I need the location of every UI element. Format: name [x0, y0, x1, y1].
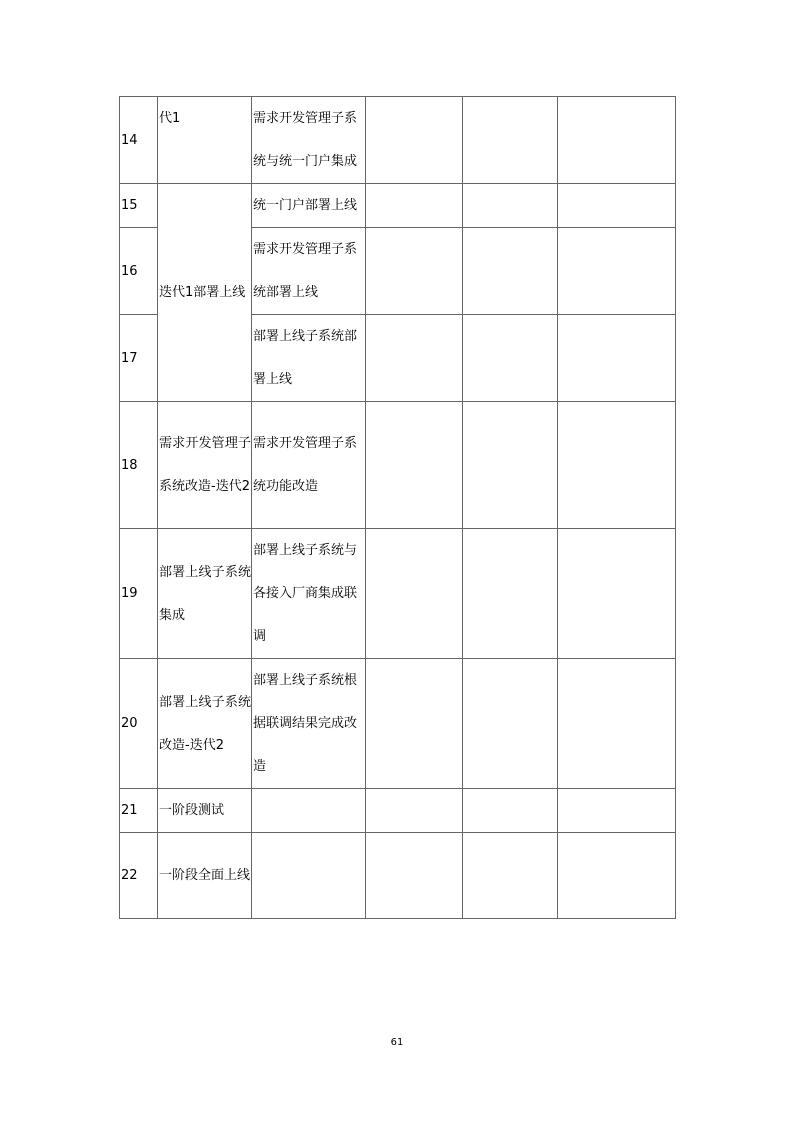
task-cell: 需求开发管理子系统与统一门户集成	[252, 97, 366, 184]
table-row	[120, 833, 676, 919]
empty-cell	[558, 833, 676, 919]
empty-cell	[463, 789, 558, 833]
empty-cell	[366, 228, 463, 315]
empty-cell	[463, 228, 558, 315]
row-number: 22	[120, 833, 158, 919]
empty-cell	[366, 529, 463, 659]
empty-cell	[463, 315, 558, 402]
table-row	[120, 402, 676, 529]
empty-cell	[463, 97, 558, 184]
empty-cell	[366, 315, 463, 402]
row-number: 18	[120, 402, 158, 529]
table-row	[120, 789, 676, 833]
phase-cell: 代1	[158, 97, 252, 184]
empty-cell	[463, 833, 558, 919]
empty-cell	[558, 789, 676, 833]
phase-cell: 一阶段全面上线	[158, 833, 252, 919]
row-number: 20	[120, 659, 158, 789]
empty-cell	[463, 402, 558, 529]
row-number: 21	[120, 789, 158, 833]
row-number: 14	[120, 97, 158, 184]
row-number: 16	[120, 228, 158, 315]
task-cell: 部署上线子系统部署上线	[252, 315, 366, 402]
task-cell	[252, 833, 366, 919]
empty-cell	[366, 789, 463, 833]
task-cell: 统一门户部署上线	[252, 184, 366, 228]
row-number: 19	[120, 529, 158, 659]
empty-cell	[558, 97, 676, 184]
table-row	[120, 97, 676, 184]
phase-cell: 迭代1部署上线	[158, 184, 252, 402]
table-row	[120, 184, 676, 228]
phase-cell: 部署上线子系统改造-迭代2	[158, 659, 252, 789]
phase-cell: 一阶段测试	[158, 789, 252, 833]
table-row	[120, 529, 676, 659]
empty-cell	[366, 833, 463, 919]
row-number: 15	[120, 184, 158, 228]
empty-cell	[558, 529, 676, 659]
task-cell: 部署上线子系统根据联调结果完成改造	[252, 659, 366, 789]
empty-cell	[366, 184, 463, 228]
task-cell: 需求开发管理子系统功能改造	[252, 402, 366, 529]
empty-cell	[558, 184, 676, 228]
empty-cell	[558, 659, 676, 789]
empty-cell	[558, 228, 676, 315]
empty-cell	[366, 402, 463, 529]
empty-cell	[463, 659, 558, 789]
empty-cell	[463, 184, 558, 228]
phase-cell: 需求开发管理子系统改造-迭代2	[158, 402, 252, 529]
phase-cell: 部署上线子系统集成	[158, 529, 252, 659]
table-row	[120, 659, 676, 789]
empty-cell	[366, 659, 463, 789]
task-cell	[252, 789, 366, 833]
schedule-table	[119, 96, 676, 919]
row-number: 17	[120, 315, 158, 402]
task-cell: 需求开发管理子系统部署上线	[252, 228, 366, 315]
empty-cell	[366, 97, 463, 184]
empty-cell	[558, 315, 676, 402]
page-number: 61	[390, 1037, 404, 1048]
empty-cell	[558, 402, 676, 529]
empty-cell	[463, 529, 558, 659]
task-cell: 部署上线子系统与各接入厂商集成联调	[252, 529, 366, 659]
